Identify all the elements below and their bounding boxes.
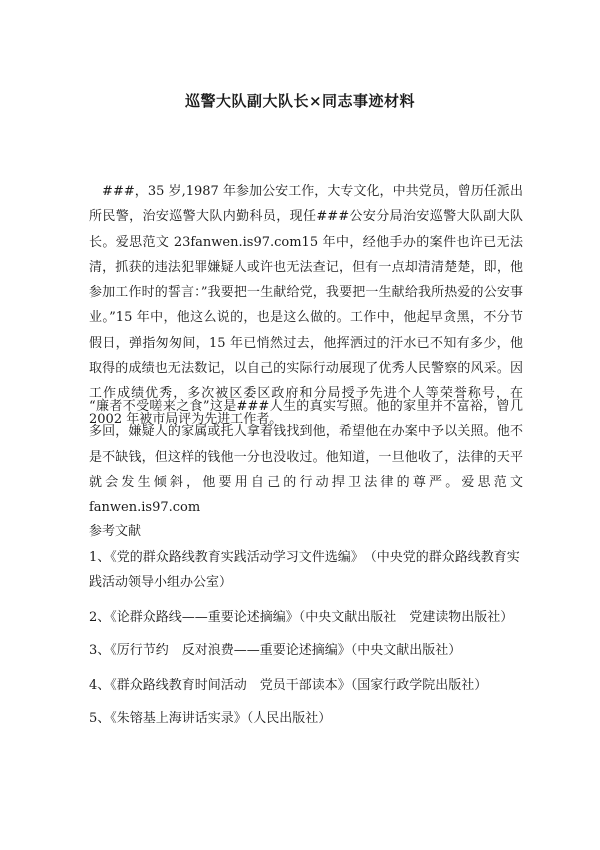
reference-item: 2、《论群众路线——重要论述摘编》（中央文献出版社 党建读物出版社） [89,610,514,625]
reference-item: 3、《厉行节约 反对浪费——重要论述摘编》（中央文献出版社） [89,643,462,658]
reference-item: 1、《党的群众路线教育实践活动学习文件选编》 （中央党的群众路线教育实践活动领导小组办公室） [89,550,520,590]
reference-item: 4、《群众路线教育时间活动 党员干部读本》（国家行政学院出版社） [89,678,488,693]
document-title: 巡警大队副大队长×同志事迹材料 [184,92,416,110]
reference-item: 5、《朱镕基上海讲话实录》（人民出版社） [89,711,332,726]
body-paragraph: ###，35 岁,1987 年参加公安工作，大专文化，中共党员，曾历任派出所民警，治安巡警大队内勤科员，现任###公安分局治安巡警大队副大队长。爱思范文 23fanwen.is97.com15 年中，经他手办的案件也许已无法清，抓获的违法犯罪嫌疑人或许也无法查记，但有一点却清清楚楚，即，他参加工作时的誓言：”我要把一生献给党，我要把一生献给我所热爱的公安事业。”15 年中，他这么说的，也是这么做的。工作中，他起早贪黑，不分节假日，弹指匆匆间，15 年已悄然过去，他挥洒过的汗水已不知有多少，他取得的成绩也无法数记，以自己的实际行动展现了优秀人民警察的风采。因工作成绩优秀，多次被区委区政府和分局授予先进个人等荣誉称号，在 2002 年被市局评为先进工作者。 [89,184,523,427]
references-heading: 参考文献 [89,524,142,539]
body-paragraph: “廉者不受嗟来之食”这是###人生的真实写照。他的家里并不富裕，曾几多回，嫌疑人的家属或托人拿着钱找到他，希望他在办案中予以关照。他不是不缺钱，但这样的钱他一分也没收过。他知道，一旦他收了，法律的天平就会发生倾斜，他要用自己的行动捍卫法律的尊严。爱思范文 fanwen.is97.com [89,399,523,516]
